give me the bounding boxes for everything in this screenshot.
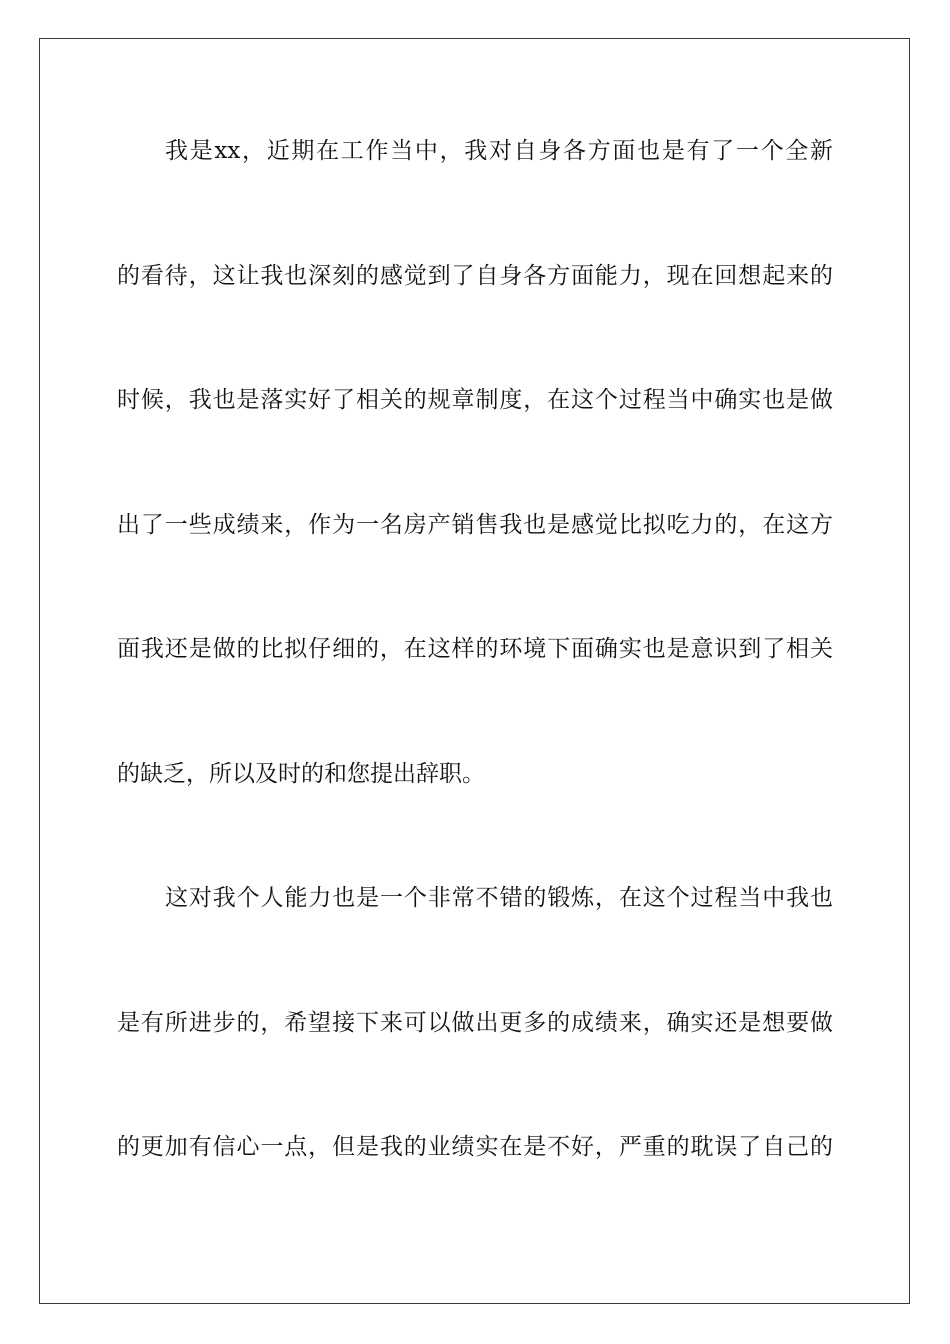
paragraph-1-line-1: 我是xx，近期在工作当中，我对自身各方面也是有了一个全新 bbox=[165, 138, 833, 164]
paragraph-1-line-6: 的缺乏，所以及时的和您提出辞职。 bbox=[117, 761, 485, 787]
page-border bbox=[39, 38, 910, 1304]
paragraph-1-line-4: 出了一些成绩来，作为一名房产销售我也是感觉比拟吃力的，在这方 bbox=[117, 512, 833, 538]
paragraph-2-line-3: 的更加有信心一点，但是我的业绩实在是不好，严重的耽误了自己的 bbox=[117, 1134, 833, 1160]
paragraph-1-line-2: 的看待，这让我也深刻的感觉到了自身各方面能力，现在回想起来的 bbox=[117, 263, 833, 289]
paragraph-2-line-1: 这对我个人能力也是一个非常不错的锻炼，在这个过程当中我也 bbox=[165, 885, 833, 911]
paragraph-2-line-2: 是有所进步的，希望接下来可以做出更多的成绩来，确实还是想要做 bbox=[117, 1010, 833, 1036]
paragraph-1-line-5: 面我还是做的比拟仔细的，在这样的环境下面确实也是意识到了相关 bbox=[117, 636, 833, 662]
paragraph-1-line-3: 时候，我也是落实好了相关的规章制度，在这个过程当中确实也是做 bbox=[117, 387, 833, 413]
